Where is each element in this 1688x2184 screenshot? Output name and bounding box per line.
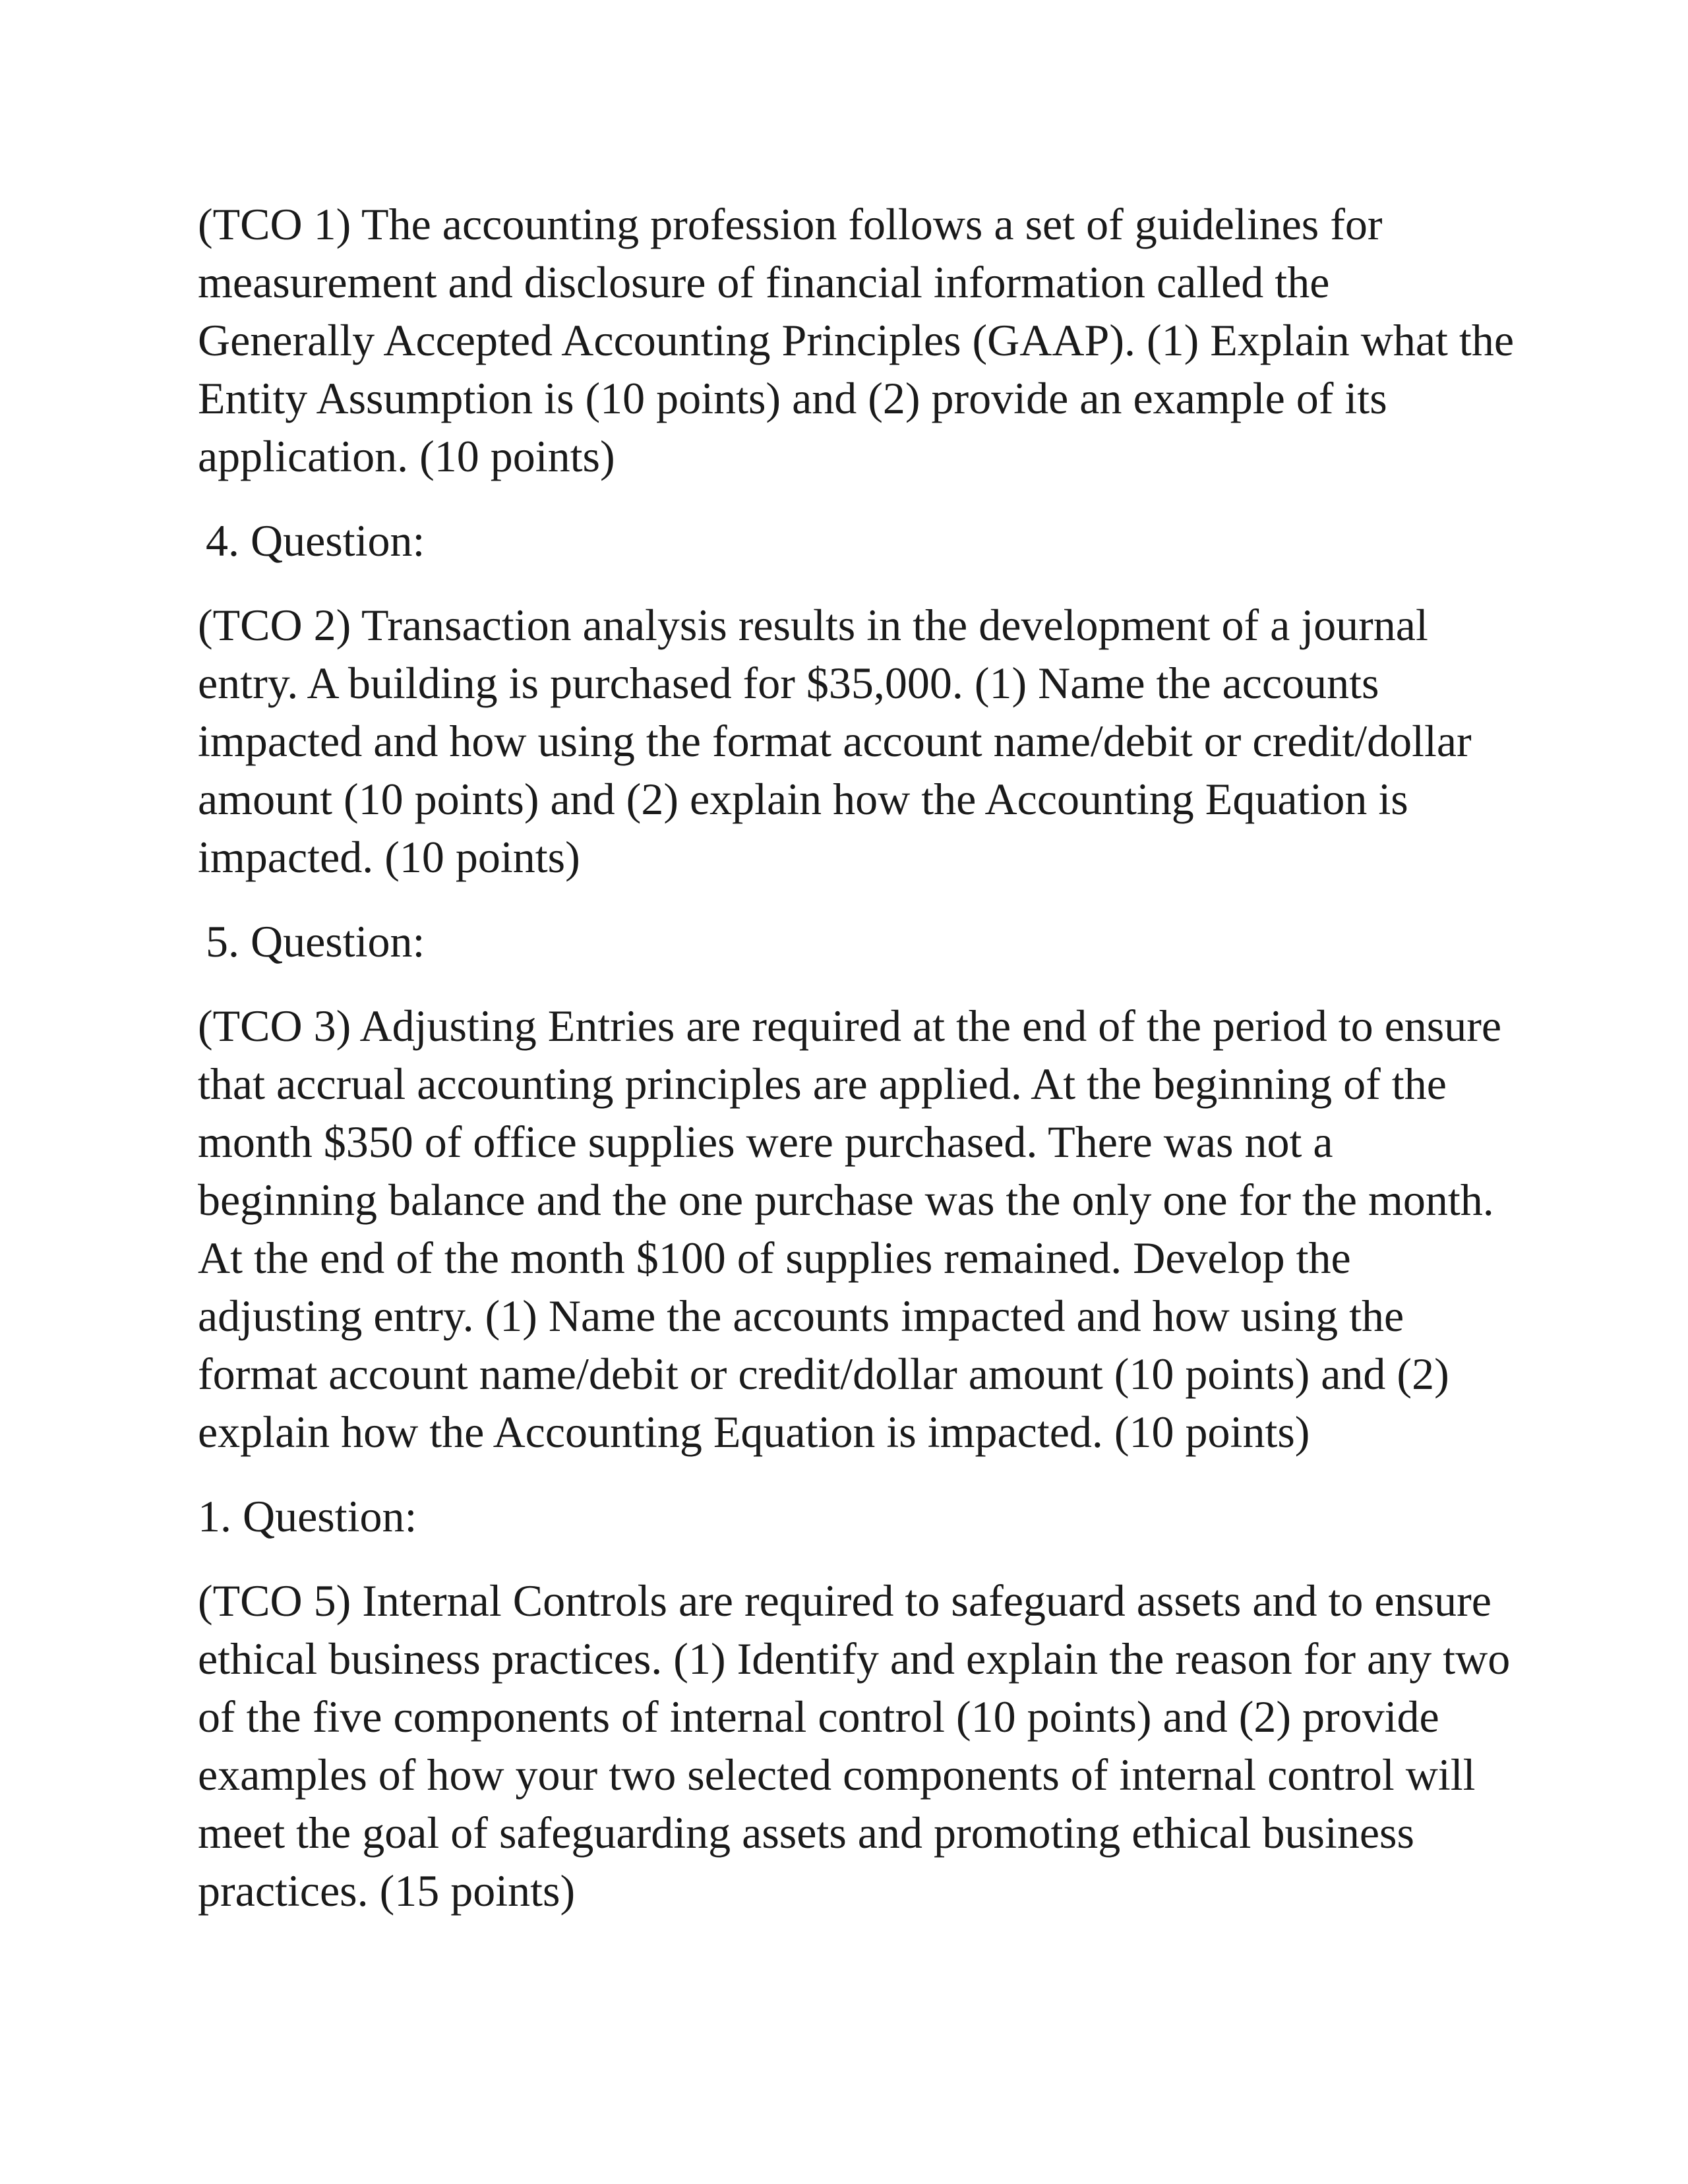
question-4-label: 4. Question: xyxy=(206,516,425,566)
question-5-label: 5. Question: xyxy=(206,916,425,966)
question-tco2-text: (TCO 2) Transaction analysis results in the development of a journal entry. A building is purchased for $35,000. (1) Name the accounts impacted and how using the format account name/debit or credit/dollar amount (10 points) and (2) explain how the Accounting Equation is impacted. (10 points) xyxy=(198,600,1472,882)
document-body xyxy=(198,195,1517,1946)
question-tco3-text: (TCO 3) Adjusting Entries are required at the end of the period to ensure that accrual accounting principles are applied. At the beginning of the month $350 of office supplies were purchased. There was not a beginning balance and the one purchase was the only one for the month. At the end of the month $100 of supplies remained. Develop the adjusting entry. (1) Name the accounts impacted and how using the format account name/debit or credit/dollar amount (10 points) and (2) explain how the Accounting Equation is impacted. (10 points) xyxy=(198,1001,1502,1457)
question-tco5-text: (TCO 5) Internal Controls are required to safeguard assets and to ensure ethical business practices. (1) Identify and explain the reason for any two of the five components of internal control (10 points) and (2) provide examples of how your two selected components of internal control will meet the goal of safeguarding assets and promoting ethical business practices. (15 points) xyxy=(198,1576,1511,1916)
question-tco1-text: (TCO 1) The accounting profession follows a set of guidelines for measurement and disclosure of financial information called the Generally Accepted Accounting Principles (GAAP). (1) Explain what the Entity Assumption is (10 points) and (2) provide an example of its application. (10 points) xyxy=(198,199,1515,481)
question-1-label: 1. Question: xyxy=(198,1491,417,1541)
